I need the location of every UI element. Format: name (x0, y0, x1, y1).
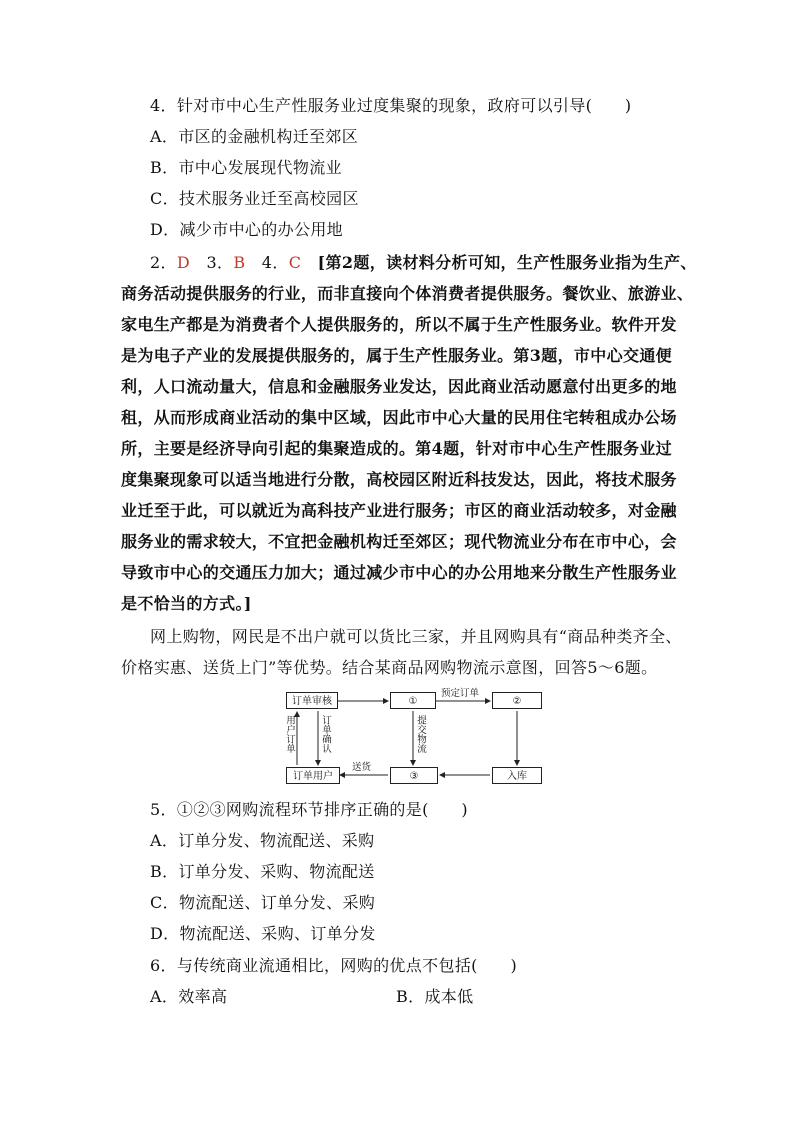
answer-explanation-line: 利，人口流动量大，信息和金融服务业发达，因此商业活动愿意付出更多的地 (121, 377, 677, 396)
answer-explanation-line: 所，主要是经济导向引起的集聚造成的。第4题，针对市中心生产性服务业过 (121, 439, 673, 458)
answer-explanation-line: [第2题，读材料分析可知，生产性服务业指为生产、 (317, 253, 697, 272)
box-step-3: ③ (390, 767, 438, 784)
answer-explanation-line: 服务业的需求较大，不宜把金融机构迁至郊区；现代物流业分布在市中心，会 (121, 532, 677, 551)
box-order-review: 订单审核 (286, 692, 338, 709)
answer-first-line (150, 253, 697, 273)
box-step-1: ① (390, 692, 436, 709)
box-warehouse-in: 入库 (492, 767, 542, 784)
box-step-2: ② (492, 692, 542, 709)
q6-option-b: B．成本低 (396, 987, 474, 1006)
box-order-user: 订单用户 (286, 767, 340, 784)
q4-option-a: A．市区的金融机构迁至郊区 (150, 127, 359, 146)
q4-stem: 4．针对市中心生产性服务业过度集聚的现象，政府可以引导( ) (150, 96, 632, 115)
answer-explanation-line: 是不恰当的方式。] (121, 594, 252, 613)
label-submit-logistics: 提交物流 (415, 715, 426, 753)
answer-explanation-line: 度集聚现象可以适当地进行分散，高校园区附近科技发达，因此，将技术服务 (121, 470, 677, 489)
material-line: 网上购物，网民是不出户就可以货比三家，并且网购具有“商品种类齐全、 (150, 627, 682, 646)
answer-explanation-line: 导致市中心的交通压力加大；通过减少市中心的办公用地来分散生产性服务业 (121, 563, 677, 582)
q5-option-b: B．订单分发、采购、物流配送 (150, 862, 375, 881)
answer-explanation-line: 家电生产都是为消费者个人提供服务的，所以不属于生产性服务业。软件开发 (121, 315, 677, 334)
logistics-flow-diagram (284, 689, 546, 789)
q5-option-d: D．物流配送、采购、订单分发 (150, 924, 376, 943)
label-preorder: 预定订单 (441, 688, 480, 699)
q5-stem: 5．①②③网购流程环节排序正确的是( ) (150, 800, 469, 819)
answer-explanation-line: 是为电子产业的发展提供服务的，属于生产性服务业。第3题，市中心交通便 (121, 346, 673, 365)
label-order-confirm: 订单确认 (320, 715, 331, 753)
q4-option-b: B．市中心发展现代物流业 (150, 158, 342, 177)
q5-option-a: A．订单分发、物流配送、采购 (150, 831, 375, 850)
answer-q3-label: 3． (206, 253, 234, 272)
answer-explanation-line: 商务活动提供服务的行业，而非直接向个体消费者提供服务。餐饮业、旅游业、 (121, 284, 694, 303)
q4-option-d: D．减少市中心的办公用地 (150, 220, 344, 239)
answer-q3-value: B (233, 253, 246, 272)
answer-q2-value: D (176, 253, 191, 272)
q6-options-row (150, 987, 570, 1007)
label-user-order: 用户订单 (284, 715, 295, 753)
material-line: 价格实惠、送货上门”等优势。结合某商品网购物流示意图，回答5～6题。 (121, 658, 658, 677)
answer-q4-label: 4． (261, 253, 289, 272)
q5-option-c: C．物流配送、订单分发、采购 (150, 893, 376, 912)
answer-explanation-line: 业迁至于此，可以就近为高科技产业进行服务；市区的商业活动较多，对金融 (121, 501, 677, 520)
label-delivery: 送货 (352, 762, 372, 773)
q6-option-a: A．效率高 (150, 987, 228, 1006)
answer-q4-value: C (288, 253, 302, 272)
q6-stem: 6．与传统商业流通相比，网购的优点不包括( ) (150, 956, 518, 975)
q4-option-c: C．技术服务业迁至高校园区 (150, 189, 359, 208)
answer-explanation-line: 租，从而形成商业活动的集中区域，因此市中心大量的民用住宅转租成办公场 (121, 408, 677, 427)
answer-q2-label: 2． (150, 253, 177, 272)
